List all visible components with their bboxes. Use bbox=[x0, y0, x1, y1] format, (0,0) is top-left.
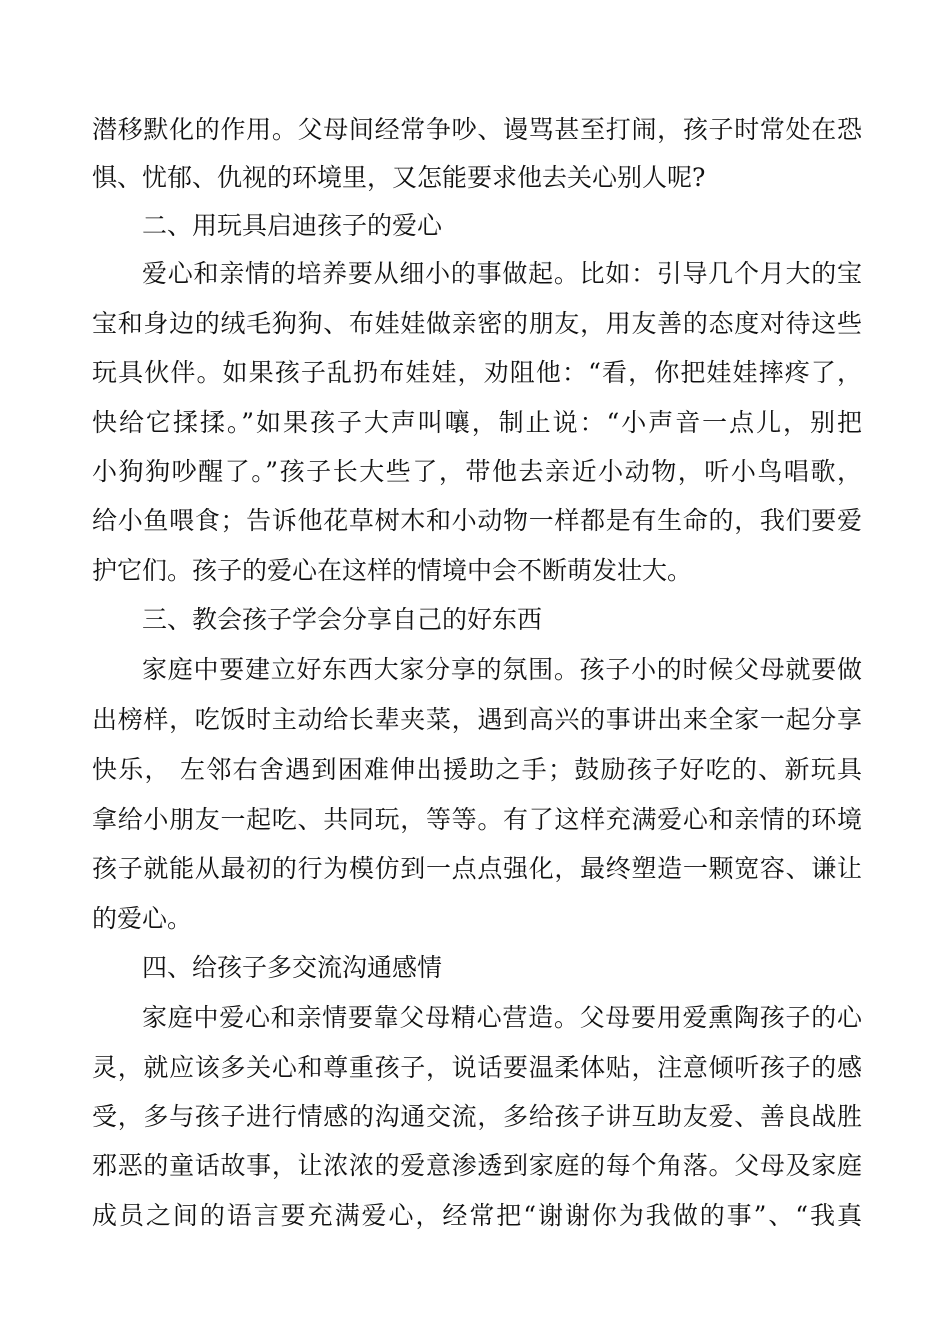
text-line: 拿给小朋友一起吃、共同玩，等等。有了这样充满爱心和亲情的环境 bbox=[92, 805, 862, 834]
text-line: 小狗狗吵醒了。”孩子长大些了，带他去亲近小动物，听小鸟唱歌， bbox=[92, 457, 862, 486]
text-line: 给小鱼喂食；告诉他花草树木和小动物一样都是有生命的，我们要爱 bbox=[92, 506, 862, 535]
text-line: 爱心和亲情的培养要从细小的事做起。比如：引导几个月大的宝 bbox=[142, 259, 862, 288]
text-line: 出榜样，吃饭时主动给长辈夹菜，遇到高兴的事讲出来全家一起分享 bbox=[92, 705, 862, 734]
section-heading: 三、教会孩子学会分享自己的好东西 bbox=[142, 605, 543, 634]
text-line: 家庭中要建立好东西大家分享的氛围。孩子小的时候父母就要做 bbox=[142, 655, 862, 684]
text-line: 护它们。孩子的爱心在这样的情境中会不断萌发壮大。 bbox=[92, 556, 693, 585]
text-line: 的爱心。 bbox=[92, 904, 193, 933]
text-line: 惧、忧郁、仇视的环境里，又怎能要求他去关心别人呢? bbox=[92, 163, 706, 192]
text-line: 玩具伙伴。如果孩子乱扔布娃娃，劝阻他：“看，你把娃娃摔疼了， bbox=[92, 358, 862, 387]
text-line: 孩子就能从最初的行为模仿到一点点强化，最终塑造一颗宽容、谦让 bbox=[92, 854, 862, 883]
text-line: 快给它揉揉。”如果孩子大声叫嚷，制止说：“小声音一点儿，别把 bbox=[92, 408, 862, 437]
text-line: 灵，就应该多关心和尊重孩子，说话要温柔体贴，注意倾听孩子的感 bbox=[92, 1053, 862, 1082]
text-line: 邪恶的童话故事，让浓浓的爱意渗透到家庭的每个角落。父母及家庭 bbox=[92, 1151, 862, 1180]
text-line: 潜移默化的作用。父母间经常争吵、谩骂甚至打闹，孩子时常处在恐 bbox=[92, 115, 862, 144]
text-line: 快乐， 左邻右舍遇到困难伸出援助之手；鼓励孩子好吃的、新玩具 bbox=[92, 755, 862, 784]
text-line: 家庭中爱心和亲情要靠父母精心营造。父母要用爱熏陶孩子的心 bbox=[142, 1003, 862, 1032]
section-heading: 四、给孩子多交流沟通感情 bbox=[142, 953, 443, 982]
text-line: 受，多与孩子进行情感的沟通交流，多给孩子讲互助友爱、善良战胜 bbox=[92, 1102, 862, 1131]
text-line: 宝和身边的绒毛狗狗、布娃娃做亲密的朋友，用友善的态度对待这些 bbox=[92, 309, 862, 338]
text-line: 成员之间的语言要充满爱心，经常把“谢谢你为我做的事”、“我真 bbox=[92, 1201, 862, 1230]
section-heading: 二、用玩具启迪孩子的爱心 bbox=[142, 211, 443, 240]
